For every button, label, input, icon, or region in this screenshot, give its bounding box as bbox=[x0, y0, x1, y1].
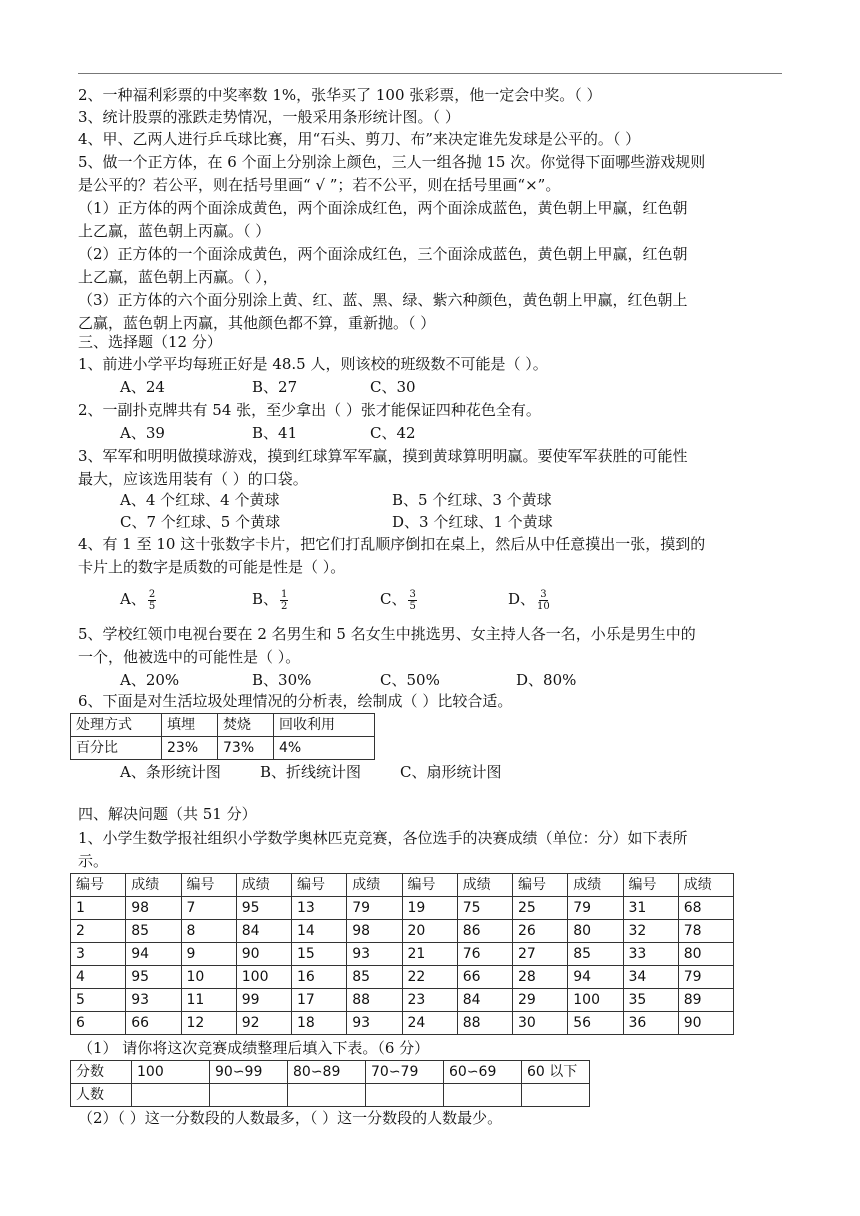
table-cell: 3 bbox=[71, 943, 126, 966]
choice-4-option-c bbox=[380, 588, 417, 612]
table-cell: 93 bbox=[347, 1012, 402, 1035]
table-cell: 66 bbox=[126, 1012, 181, 1035]
tf-question-5-3-line2: 乙赢，蓝色朝上丙赢，其他颜色都不算，重新抛。（ ） bbox=[78, 314, 436, 332]
table-cell: 17 bbox=[292, 989, 347, 1012]
table-cell: 100 bbox=[132, 1061, 210, 1084]
table-cell: 30 bbox=[513, 1012, 568, 1035]
table-cell: 21 bbox=[402, 943, 457, 966]
problem-1-question-2: （2）（ ）这一分数段的人数最多，（ ）这一分数段的人数最少。 bbox=[78, 1109, 503, 1127]
table-cell: 2 bbox=[71, 920, 126, 943]
table-cell: 85 bbox=[568, 943, 623, 966]
choice-5-option-a: A、20% bbox=[120, 671, 180, 689]
table-cell: 85 bbox=[347, 966, 402, 989]
table-cell: 95 bbox=[126, 966, 181, 989]
table-cell: 90 bbox=[678, 1012, 733, 1035]
table-cell: 35 bbox=[623, 989, 678, 1012]
table-cell: 回收利用 bbox=[274, 714, 375, 737]
table-header-row bbox=[71, 874, 734, 897]
choice-3-option-b: B、5 个红球、3 个黄球 bbox=[392, 491, 552, 509]
answer-cell[interactable] bbox=[132, 1084, 210, 1107]
table-header-cell: 成绩 bbox=[126, 874, 181, 897]
score-range-table bbox=[70, 1060, 590, 1107]
table-cell: 32 bbox=[623, 920, 678, 943]
table-cell: 19 bbox=[402, 897, 457, 920]
table-cell: 23 bbox=[402, 989, 457, 1012]
header-rule bbox=[78, 73, 782, 74]
table-cell: 27 bbox=[513, 943, 568, 966]
table-cell: 4% bbox=[274, 737, 375, 760]
waste-analysis-table bbox=[70, 713, 375, 760]
table-header-cell: 编号 bbox=[181, 874, 236, 897]
table-cell: 56 bbox=[568, 1012, 623, 1035]
tf-question-5-1-line1: （1）正方体的两个面涂成黄色，两个面涂成红色，两个面涂成蓝色，黄色朝上甲赢，红色朝 bbox=[78, 199, 688, 217]
table-cell: 6 bbox=[71, 1012, 126, 1035]
table-cell: 14 bbox=[292, 920, 347, 943]
table-row bbox=[71, 1084, 590, 1107]
table-header-cell: 成绩 bbox=[457, 874, 512, 897]
choice-2-option-a: A、39 bbox=[120, 424, 165, 442]
fraction-denominator: 2 bbox=[281, 600, 288, 612]
choice-4-option-d bbox=[508, 588, 550, 612]
table-cell: 90∽99 bbox=[210, 1061, 288, 1084]
table-cell: 分数 bbox=[71, 1061, 132, 1084]
table-cell: 18 bbox=[292, 1012, 347, 1035]
table-cell: 4 bbox=[71, 966, 126, 989]
problem-1-line2: 示。 bbox=[78, 852, 109, 870]
fraction-denominator: 5 bbox=[409, 600, 416, 612]
table-row bbox=[71, 920, 734, 943]
fraction bbox=[148, 589, 156, 612]
table-cell: 95 bbox=[236, 897, 291, 920]
table-cell: 34 bbox=[623, 966, 678, 989]
answer-cell[interactable] bbox=[210, 1084, 288, 1107]
table-cell: 处理方式 bbox=[71, 714, 162, 737]
choice-4-option-b-label: B、 bbox=[252, 590, 279, 608]
table-cell: 76 bbox=[457, 943, 512, 966]
table-cell: 73% bbox=[218, 737, 274, 760]
table-cell: 84 bbox=[236, 920, 291, 943]
table-cell: 93 bbox=[347, 943, 402, 966]
table-cell: 70∽79 bbox=[366, 1061, 444, 1084]
answer-cell[interactable] bbox=[444, 1084, 522, 1107]
table-cell: 28 bbox=[513, 966, 568, 989]
fraction-denominator: 5 bbox=[148, 600, 156, 612]
choice-question-2: 2、一副扑克牌共有 54 张，至少拿出（ ）张才能保证四种花色全有。 bbox=[78, 401, 541, 419]
choice-question-6: 6、下面是对生活垃圾处理情况的分析表，绘制成（ ）比较合适。 bbox=[78, 692, 513, 710]
table-header-cell: 成绩 bbox=[678, 874, 733, 897]
tf-question-5-line1: 5、做一个正方体，在 6 个面上分别涂上颜色，三人一组各抛 15 次。你觉得下面哪些游戏规则 bbox=[78, 153, 706, 171]
choice-question-4-line1: 4、有 1 至 10 这十张数字卡片，把它们打乱顺序倒扣在桌上，然后从中任意摸出一张，摸到的 bbox=[78, 535, 706, 553]
table-header-cell: 编号 bbox=[623, 874, 678, 897]
choice-question-4-line2: 卡片上的数字是质数的可能是性是（ ）。 bbox=[78, 558, 346, 576]
section-3-heading: 三、选择题（12 分） bbox=[78, 333, 222, 351]
choice-1-option-a: A、24 bbox=[120, 378, 165, 396]
answer-cell[interactable] bbox=[288, 1084, 366, 1107]
table-cell: 98 bbox=[347, 920, 402, 943]
choice-5-option-b: B、30% bbox=[252, 671, 312, 689]
choice-4-option-a-label: A、 bbox=[120, 590, 146, 608]
table-cell: 80 bbox=[568, 920, 623, 943]
table-cell: 22 bbox=[402, 966, 457, 989]
table-header-cell: 成绩 bbox=[236, 874, 291, 897]
table-cell: 66 bbox=[457, 966, 512, 989]
choice-5-option-c: C、50% bbox=[380, 671, 440, 689]
table-header-cell: 编号 bbox=[513, 874, 568, 897]
table-cell: 15 bbox=[292, 943, 347, 966]
table-cell: 人数 bbox=[71, 1084, 132, 1107]
table-cell: 16 bbox=[292, 966, 347, 989]
table-cell: 79 bbox=[678, 966, 733, 989]
tf-question-5-2-line2: 上乙赢，蓝色朝上丙赢。（ ）， bbox=[78, 268, 278, 286]
table-header-cell: 成绩 bbox=[347, 874, 402, 897]
problem-1-question-1: （1） 请你将这次竞赛成绩整理后填入下表。（6 分） bbox=[78, 1039, 430, 1057]
choice-6-option-a: A、条形统计图 bbox=[120, 763, 221, 781]
table-cell: 60∽69 bbox=[444, 1061, 522, 1084]
table-cell: 10 bbox=[181, 966, 236, 989]
table-cell: 84 bbox=[457, 989, 512, 1012]
table-cell: 9 bbox=[181, 943, 236, 966]
section-4-heading: 四、解决问题（共 51 分） bbox=[78, 805, 257, 823]
table-cell: 23% bbox=[162, 737, 218, 760]
answer-cell[interactable] bbox=[522, 1084, 590, 1107]
choice-1-option-b: B、27 bbox=[252, 378, 298, 396]
table-cell: 26 bbox=[513, 920, 568, 943]
table-cell: 88 bbox=[347, 989, 402, 1012]
fraction bbox=[537, 589, 550, 612]
table-cell: 79 bbox=[347, 897, 402, 920]
table-cell: 86 bbox=[457, 920, 512, 943]
table-cell: 93 bbox=[126, 989, 181, 1012]
choice-4-option-b bbox=[252, 588, 288, 612]
choice-6-option-b: B、折线统计图 bbox=[260, 763, 362, 781]
choice-1-option-c: C、30 bbox=[370, 378, 416, 396]
table-cell: 90 bbox=[236, 943, 291, 966]
table-header-cell: 编号 bbox=[402, 874, 457, 897]
table-cell: 85 bbox=[126, 920, 181, 943]
table-cell: 94 bbox=[568, 966, 623, 989]
table-cell: 5 bbox=[71, 989, 126, 1012]
table-cell: 75 bbox=[457, 897, 512, 920]
table-cell: 25 bbox=[513, 897, 568, 920]
tf-question-4: 4、甲、乙两人进行乒乓球比赛，用“石头、剪刀、布”来决定谁先发球是公平的。（ ） bbox=[78, 130, 641, 148]
table-cell: 88 bbox=[457, 1012, 512, 1035]
choice-question-5-line1: 5、学校红领巾电视台要在 2 名男生和 5 名女生中挑选男、女主持人各一名，小乐是男生中的 bbox=[78, 625, 696, 643]
tf-question-5-3-line1: （3）正方体的六个面分别涂上黄、红、蓝、黑、绿、紫六种颜色，黄色朝上甲赢，红色朝上 bbox=[78, 291, 688, 309]
table-row bbox=[71, 1012, 734, 1035]
table-cell: 1 bbox=[71, 897, 126, 920]
table-cell: 100 bbox=[236, 966, 291, 989]
table-row bbox=[71, 1061, 590, 1084]
fraction-denominator: 10 bbox=[537, 600, 550, 612]
table-cell: 29 bbox=[513, 989, 568, 1012]
table-cell: 78 bbox=[678, 920, 733, 943]
table-cell: 7 bbox=[181, 897, 236, 920]
table-cell: 94 bbox=[126, 943, 181, 966]
table-row bbox=[71, 737, 375, 760]
table-row bbox=[71, 989, 734, 1012]
table-cell: 填埋 bbox=[162, 714, 218, 737]
table-cell: 12 bbox=[181, 1012, 236, 1035]
table-row bbox=[71, 897, 734, 920]
table-cell: 100 bbox=[568, 989, 623, 1012]
tf-question-5-2-line1: （2）正方体的一个面涂成黄色，两个面涂成红色，三个面涂成蓝色，黄色朝上甲赢，红色朝 bbox=[78, 245, 688, 263]
choice-question-3-line1: 3、军军和明明做摸球游戏，摸到红球算军军赢，摸到黄球算明明赢。要使军军获胜的可能性 bbox=[78, 447, 688, 465]
choice-3-option-d: D、3 个红球、1 个黄球 bbox=[392, 513, 553, 531]
choice-6-option-c: C、扇形统计图 bbox=[400, 763, 502, 781]
choice-2-option-c: C、42 bbox=[370, 424, 416, 442]
choice-4-option-c-label: C、 bbox=[380, 590, 407, 608]
fraction-numerator: 3 bbox=[409, 588, 416, 600]
table-cell: 百分比 bbox=[71, 737, 162, 760]
table-cell: 80 bbox=[678, 943, 733, 966]
choice-question-3-line2: 最大，应该选用装有（ ）的口袋。 bbox=[78, 470, 308, 488]
fraction-numerator: 3 bbox=[540, 588, 547, 600]
table-cell: 焚烧 bbox=[218, 714, 274, 737]
table-header-cell: 编号 bbox=[71, 874, 126, 897]
choice-4-option-d-label: D、 bbox=[508, 590, 536, 608]
table-cell: 36 bbox=[623, 1012, 678, 1035]
fraction bbox=[408, 589, 416, 612]
tf-question-5-1-line2: 上乙赢，蓝色朝上丙赢。（ ） bbox=[78, 222, 271, 240]
table-cell: 13 bbox=[292, 897, 347, 920]
table-cell: 8 bbox=[181, 920, 236, 943]
choice-3-option-c: C、7 个红球、5 个黄球 bbox=[120, 513, 281, 531]
table-cell: 11 bbox=[181, 989, 236, 1012]
table-header-cell: 成绩 bbox=[568, 874, 623, 897]
tf-question-2: 2、一种福利彩票的中奖率数 1%，张华买了 100 张彩票，他一定会中奖。（ ） bbox=[78, 86, 602, 104]
tf-question-3: 3、统计股票的涨跌走势情况，一般采用条形统计图。（ ） bbox=[78, 108, 460, 126]
table-row bbox=[71, 943, 734, 966]
competition-scores-table bbox=[70, 873, 734, 1035]
table-cell: 60 以下 bbox=[522, 1061, 590, 1084]
table-cell: 79 bbox=[568, 897, 623, 920]
table-cell: 24 bbox=[402, 1012, 457, 1035]
table-cell: 31 bbox=[623, 897, 678, 920]
answer-cell[interactable] bbox=[366, 1084, 444, 1107]
table-header-cell: 编号 bbox=[292, 874, 347, 897]
table-cell: 89 bbox=[678, 989, 733, 1012]
table-row bbox=[71, 966, 734, 989]
table-cell: 98 bbox=[126, 897, 181, 920]
table-cell: 33 bbox=[623, 943, 678, 966]
tf-question-5-line2: 是公平的？若公平，则在括号里画“ √ ”；若不公平，则在括号里画“×”。 bbox=[78, 176, 561, 194]
choice-2-option-b: B、41 bbox=[252, 424, 298, 442]
fraction-numerator: 1 bbox=[281, 588, 288, 600]
problem-1-line1: 1、小学生数学报社组织小学数学奥林匹克竞赛，各位选手的决赛成绩（单位：分）如下表所 bbox=[78, 829, 688, 847]
table-cell: 80∽89 bbox=[288, 1061, 366, 1084]
table-cell: 20 bbox=[402, 920, 457, 943]
table-cell: 68 bbox=[678, 897, 733, 920]
choice-question-5-line2: 一个，他被选中的可能性是（ ）。 bbox=[78, 648, 301, 666]
table-row bbox=[71, 714, 375, 737]
choice-question-1: 1、前进小学平均每班正好是 48.5 人，则该校的班级数不可能是（ ）。 bbox=[78, 355, 548, 373]
table-cell: 99 bbox=[236, 989, 291, 1012]
fraction-numerator: 2 bbox=[148, 588, 156, 600]
fraction bbox=[280, 589, 288, 612]
choice-3-option-a: A、4 个红球、4 个黄球 bbox=[120, 491, 280, 509]
choice-5-option-d: D、80% bbox=[516, 671, 577, 689]
table-cell: 92 bbox=[236, 1012, 291, 1035]
choice-4-option-a bbox=[120, 588, 156, 612]
